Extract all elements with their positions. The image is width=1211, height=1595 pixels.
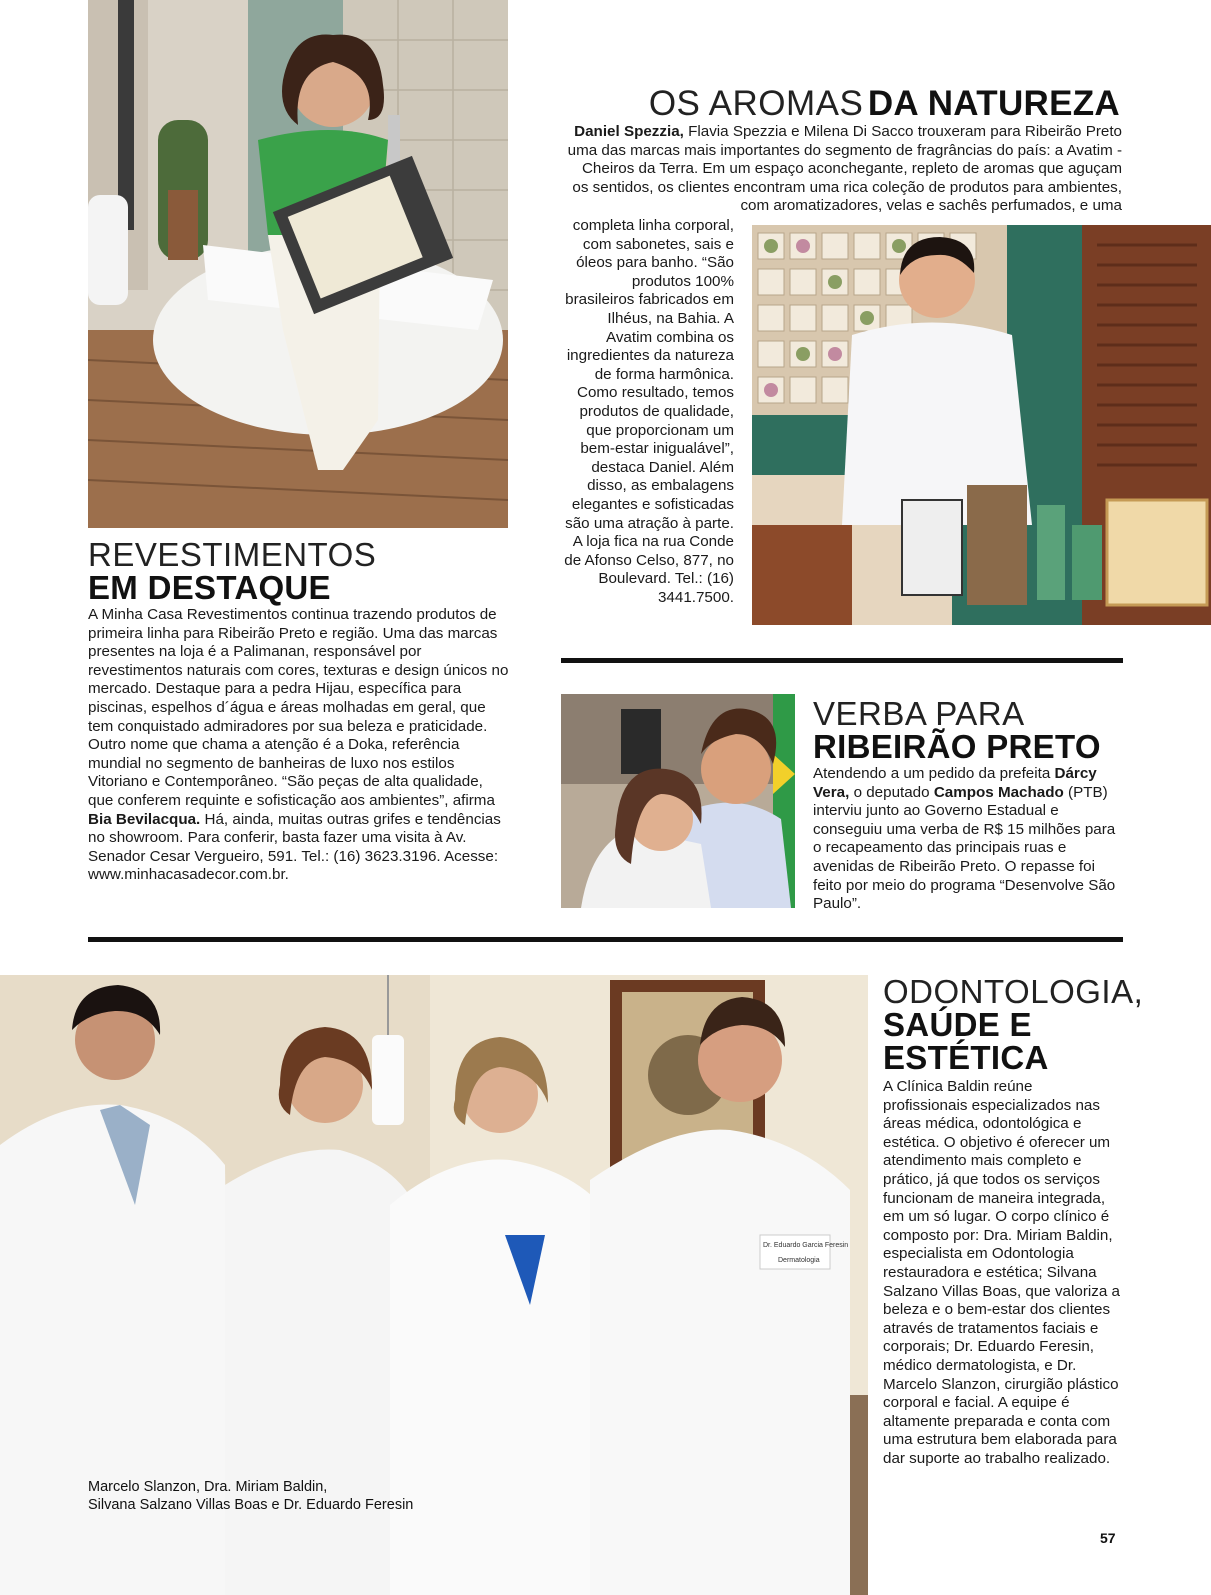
odontologia-body: A Clínica Baldin reúne profissionais especializados nas áreas médica, odontológica e estética. O objetivo é oferecer um atendimento mais completo e prático, já que todos os serviços funcionam de maneira integrada, em um só lugar. O corpo clínico é composto por: Dra. Miriam Baldin, especialista em Odontologia restauradora e estética; Silvana Salzano Villas Boas, que valoriza a beleza e o bem-estar dos clientes através de tratamentos faciais e corporais; Dr. Eduardo Feresin, médico dermatologista, e Dr. Marcelo Slanzon, cirurgião plástico corporal e facial. A equipe é altamente preparada e conta com uma estrutura bem elaborada para dar suporte ao trabalho realizado. [883, 1078, 1120, 1467]
verba-name-2: Campos Machado [933, 783, 1064, 801]
showroom-illustration [88, 0, 508, 528]
store-illustration [752, 225, 1211, 625]
verba-text-1: Atendendo a um pedido da prefeita [813, 765, 1051, 782]
aromas-lead-text: Flavia Spezzia e Milena Di Sacco trouxeram para Ribeirão Preto uma das marcas mais importantes do segmento de fragrâncias do país: a Avatim - Cheiros da Terra. Em um espaço aconchegante, repleto de aromas que aguçam os sentidos, os clientes encontram uma rica coleção de produtos para ambientes, com aromatizadores, velas e sachês perfumados, e uma [567, 123, 1122, 215]
verba-body [813, 765, 1123, 914]
aromas-title-bold: DA NATUREZA [867, 84, 1120, 123]
section-rule-top [561, 658, 1123, 663]
section-rule-bottom [88, 937, 1123, 942]
revestimentos-title-bold: EM DESTAQUE [88, 569, 331, 606]
aromas-title [560, 86, 1120, 121]
odontologia-title-bold-2: ESTÉTICA [883, 1039, 1049, 1076]
article-odontologia [883, 973, 1144, 1468]
coat-label-name: Dr. Eduardo Garcia Feresin [763, 1242, 849, 1249]
verba-name-1: Dárcy Vera, [813, 765, 1097, 801]
verba-text-2: o deputado [853, 783, 930, 801]
odontologia-title-light: ODONTOLOGIA, [883, 973, 1144, 1010]
couple-illustration [561, 694, 795, 908]
clinic-photo-caption [88, 1478, 468, 1514]
revestimentos-body-a: A Minha Casa Revestimentos continua trazendo produtos de primeira linha para Ribeirão Preto e região. Uma das marcas presentes na loja é a Palimanan, responsável por revestimentos naturais com cores, texturas e design únicos no mercado. Destaque para a pedra Hijau, específica para piscinas, espelhos d´água e áreas molhadas em geral, que tem conquistado admiradores por sua beleza e praticidade. Outro nome que chama a atenção é a Doka, referência mundial no segmento de banheiras de luxo nos estilos Vitoriano e Contemporâneo. “São peças de alta qualidade, que conferem requinte e sofisticação aos ambientes”, afirma [88, 606, 509, 809]
aromas-lead [562, 123, 1122, 216]
revestimentos-body-b: Há, ainda, muitas outras grifes e tendências no showroom. Para conferir, basta fazer uma visita à Av. Senador Cesar Vergueiro, 591. Tel.: (16) 3623.3196. Acesse: www.minhacasadecor.com.br. [88, 810, 501, 884]
odontologia-title-bold-1: SAÚDE E [883, 1006, 1032, 1043]
revestimentos-body [88, 606, 510, 885]
photo-couple [561, 694, 795, 908]
aromas-column-text: completa linha corporal, com sabonetes, sais e óleos para banho. “São produtos 100% brasileiros fabricados em Ilhéus, na Bahia. A Avatim combina os ingredientes da natureza de forma harmônica. Como resultado, temos produtos de qualidade, que proporcionam um bem-estar inigualável”, destaca Daniel. Além disso, as embalagens elegantes e sofisticadas são uma atração à parte. A loja fica na rua Conde de Afonso Celso, 877, no Boulevard. Tel.: (16) 3441.7500. [564, 217, 734, 606]
verba-title-light: VERBA PARA [813, 695, 1025, 732]
photo-avatim-store [752, 225, 1211, 625]
revestimentos-title-light: REVESTIMENTOS [88, 536, 377, 573]
aromas-column [560, 217, 734, 607]
revestimentos-body-name: Bia Bevilacqua. [88, 810, 201, 828]
coat-label-specialty: Dermatologia [778, 1257, 820, 1264]
caption-line-2: Silvana Salzano Villas Boas e Dr. Eduardo Feresin [88, 1497, 414, 1513]
caption-line-1: Marcelo Slanzon, Dra. Miriam Baldin, [88, 1479, 328, 1495]
verba-title-bold: RIBEIRÃO PRETO [813, 728, 1101, 765]
article-revestimentos [88, 538, 510, 885]
aromas-title-light: OS AROMAS [648, 84, 864, 123]
article-verba [813, 697, 1123, 914]
verba-text-3: (PTB) interviu junto ao Governo Estadual e conseguiu uma verba de R$ 15 milhões para o recapeamento das principais ruas e avenidas de Ribeirão Preto. O repasse foi feito por meio do programa “Desenvolve São Paulo”. [813, 783, 1116, 913]
aromas-lead-name: Daniel Spezzia, [574, 123, 684, 140]
page-number: 57 [1100, 1530, 1116, 1546]
photo-showroom-bathtub [88, 0, 508, 528]
